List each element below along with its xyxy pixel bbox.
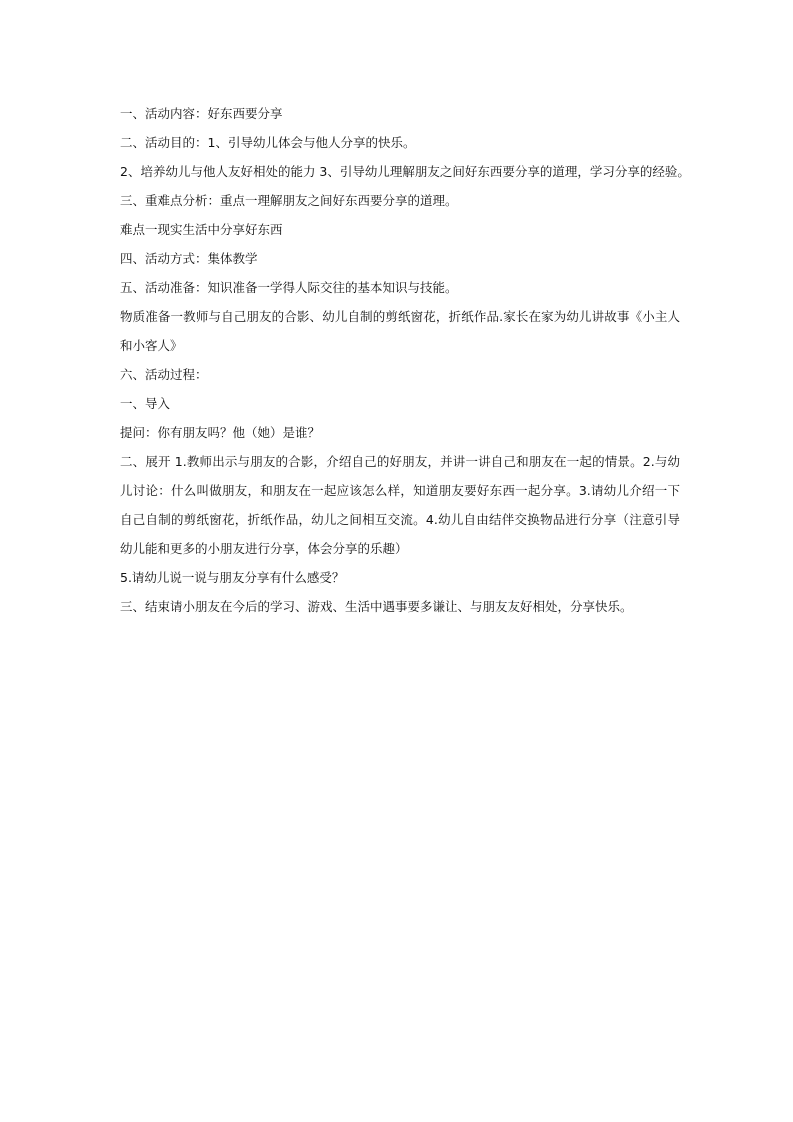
key-point-line: 三、重难点分析：重点一理解朋友之间好东西要分享的道理。	[120, 193, 458, 208]
question-line: 提问：你有朋友吗？他（她）是谁？	[120, 425, 321, 440]
step-expand-paragraph: 二、展开 1.教师出示与朋友的合影，介绍自己的好朋友，并讲一讲自己和朋友在一起的情景。2.与幼儿讨论：什么叫做朋友，和朋友在一起应该怎么样，知道朋友要好东西一起分享。3.请幼儿介绍一下自己自制的剪纸窗花，折纸作品，幼儿之间相互交流。4.幼儿自由结伴交换物品进行分享（注意引导幼儿能和更多的小朋友进行分享，体会分享的乐趣）	[120, 454, 680, 556]
activity-goal-line: 二、活动目的：1、引导幼儿体会与他人分享的快乐。	[120, 135, 416, 150]
difficult-point-line: 难点一现实生活中分享好东西	[120, 222, 283, 237]
process-title: 六、活动过程：	[120, 367, 208, 382]
activity-content-line: 一、活动内容：好东西要分享	[120, 106, 283, 121]
step-feeling-line: 5.请幼儿说一说与朋友分享有什么感受？	[120, 570, 345, 585]
step-end-line: 三、结束请小朋友在今后的学习、游戏、生活中遇事要多谦让、与朋友友好相处，分享快乐。	[120, 599, 633, 614]
activity-prep-line: 五、活动准备：知识准备一学得人际交往的基本知识与技能。	[120, 280, 458, 295]
material-prep-paragraph: 物质准备一教师与自己朋友的合影、幼儿自制的剪纸窗花，折纸作品.家长在家为幼儿讲故事《小主人和小客人》	[120, 309, 680, 353]
step-intro: 一、导入	[120, 396, 171, 411]
activity-method-line: 四、活动方式：集体教学	[120, 251, 258, 266]
activity-goal-line-2: 2、培养幼儿与他人友好相处的能力 3、引导幼儿理解朋友之间好东西要分享的道理，学习分享的经验。	[120, 164, 690, 179]
document-body	[120, 99, 690, 621]
